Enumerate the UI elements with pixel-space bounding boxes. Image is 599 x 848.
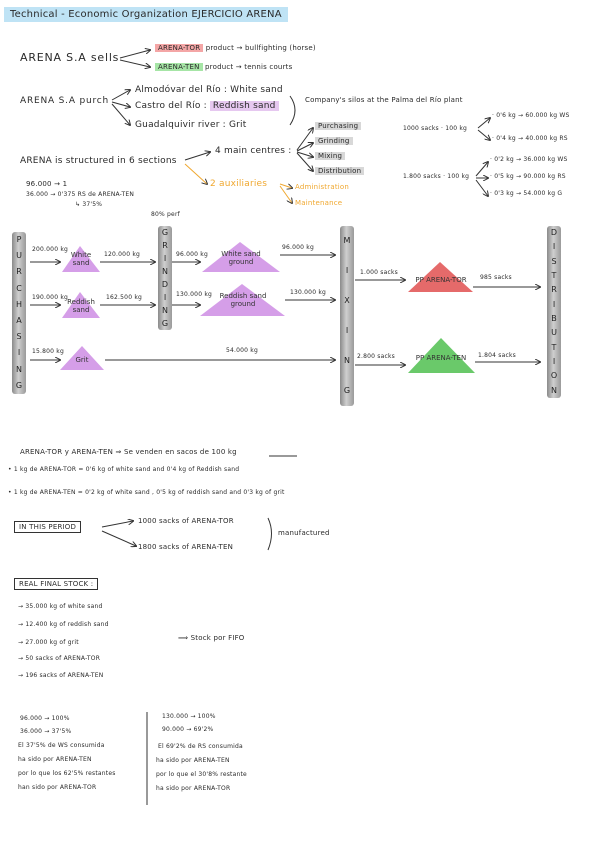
distribution-bar (547, 226, 561, 398)
purch-lead: ARENA S.A purch (20, 96, 110, 106)
ws-pile-label: White sand (70, 251, 92, 267)
grinding-letter: D (161, 279, 169, 289)
calc-line-3: ↳ 37'5% (75, 201, 103, 208)
arena-tor-label: ARENA-TOR (155, 44, 203, 52)
rs-calc-3: El 69'2% de RS consumida (158, 743, 243, 750)
stock-line-3: → 27.000 kg of grit (18, 639, 79, 646)
distribution-letter: I (552, 357, 556, 367)
rs-calc-1: 130.000 → 100% (162, 713, 216, 720)
wsg-pile-label: White sand ground (221, 250, 261, 266)
manufactured-label: manufactured (278, 529, 330, 537)
arena-ten-label: ARENA-TEN (155, 63, 203, 71)
rs-to-mixing: 130.000 kg (290, 289, 327, 296)
period-ten: 1800 sacks of ARENA-TEN (138, 543, 234, 551)
tor-ratio-rs: · 0'4 kg → 40.000 kg RS (492, 135, 568, 142)
mixing-bar (340, 226, 354, 406)
purchasing-letter: U (16, 251, 22, 261)
ws-to-mixing: 96.000 kg (282, 244, 314, 251)
purchasing-letter: A (16, 316, 22, 326)
tor-ratio-head: 1000 sacks · 100 kg (403, 125, 468, 132)
grinding-letter: I (163, 292, 167, 302)
distribution-letter: I (552, 242, 556, 252)
mixing-letter: N (344, 356, 350, 365)
stock-line-1: → 35.000 kg of white sand (18, 603, 103, 610)
grit-pile-label: Grit (75, 356, 89, 364)
distribution-letter: I (552, 299, 556, 309)
sells-lead: ARENA S.A sells (20, 51, 120, 64)
purchasing-letter: P (16, 235, 22, 245)
purch-line-3: Guadalquivir river : Grit (135, 120, 247, 130)
mixing-letter: I (345, 266, 349, 275)
distribution-letter: B (551, 314, 557, 324)
tor-ratio-ws: · 0'6 kg → 60.000 kg WS (492, 112, 570, 119)
mixing-letter: X (344, 296, 350, 305)
aux-administration: Administration (295, 183, 350, 191)
calc-line-1: 96.000 → 1 (26, 180, 68, 188)
ten-pile-label: PP ARENA-TEN (415, 354, 467, 362)
ten-ratio-g: · 0'3 kg → 54.000 kg G (490, 190, 563, 197)
tor-sacks-sold: 985 sacks (480, 274, 512, 281)
rs-to-grind: 162.500 kg (106, 294, 143, 301)
centre-mixing: Mixing (315, 152, 345, 160)
sells-tor: ARENA-TOR product → bullfighting (horse) (155, 44, 316, 52)
purchasing-letter: R (16, 267, 22, 277)
tor-pile-label: PP ARENA-TOR (415, 276, 467, 284)
stock-line-2: → 12.400 kg of reddish sand (18, 621, 109, 628)
distribution-letter: U (551, 328, 557, 338)
distribution-letter: D (550, 228, 558, 238)
mixing-letter: I (345, 326, 349, 335)
centre-purchasing: Purchasing (315, 122, 361, 130)
distribution-letter: S (551, 256, 557, 266)
purchasing-bar (12, 232, 26, 394)
rs-calc-6: ha sido por ARENA-TOR (156, 785, 231, 792)
mixing-letter: M (343, 236, 351, 245)
rs-calc-2: 90.000 → 69'2% (162, 726, 214, 733)
sells-arrows (120, 50, 150, 67)
stock-line-4: → 50 sacks of ARENA-TOR (18, 655, 101, 662)
grinding-letter: N (162, 266, 168, 276)
ws-calc-2: 36.000 → 37'5% (20, 728, 72, 735)
stock-line-5: → 196 sacks of ARENA-TEN (18, 672, 104, 679)
purchasing-letter: I (17, 348, 21, 358)
structure-arrows (185, 128, 313, 203)
grinding-letter: R (162, 240, 168, 250)
ten-ratio-ws: · 0'2 kg → 36.000 kg WS (490, 156, 568, 163)
structure-lead: ARENA is structured in 6 sections (20, 156, 177, 166)
period-tor: 1000 sacks of ARENA-TOR (138, 517, 234, 525)
sold-in-sacks: ARENA-TOR y ARENA-TEN ⇒ Se venden en sacos de 100 kg (20, 448, 237, 456)
aux-maintenance: Maintenance (295, 199, 343, 207)
flow-arrows (30, 255, 540, 365)
rs-ground-out: 130.000 kg (176, 291, 213, 298)
grit-to-mixing: 54.000 kg (226, 347, 258, 354)
ratio-arrows (476, 118, 490, 196)
distribution-letter: T (551, 271, 557, 281)
stock-box: REAL FINAL STOCK : (14, 580, 98, 588)
page-title: Technical - Economic Organization EJERCICIO ARENA (4, 9, 288, 21)
rs-purchased: 190.000 kg (32, 294, 69, 301)
tor-sacks-made: 1.000 sacks (360, 269, 398, 276)
rs-calc-5: por lo que el 30'8% restante (156, 771, 247, 778)
purchasing-letter: H (15, 299, 22, 309)
sells-ten: ARENA-TEN product → tennis courts (155, 63, 292, 71)
distribution-letter: R (551, 285, 557, 295)
ws-calc-1: 96.000 → 100% (20, 715, 70, 722)
ws-ground-out: 96.000 kg (176, 251, 208, 258)
distribution-letter: O (550, 371, 558, 381)
purch-line-2: Castro del Río : Reddish sand (135, 101, 279, 111)
purchasing-letter: G (15, 380, 23, 390)
grit-purchased: 15.800 kg (32, 348, 64, 355)
centre-distribution: Distribution (315, 167, 364, 175)
ws-calc-6: han sido por ARENA-TOR (18, 784, 97, 791)
ten-ratio-rs: · 0'5 kg → 90.000 kg RS (490, 173, 566, 180)
ten-ratio-head: 1.800 sacks · 100 kg (403, 173, 470, 180)
auxiliaries: 2 auxiliaries (210, 179, 268, 189)
ws-calc-3: El 37'5% de WS consumida (18, 742, 105, 749)
ws-calc-4: ha sido por ARENA-TEN (18, 756, 92, 763)
bullet-tor: • 1 kg de ARENA-TOR = 0'6 kg of white sand and 0'4 kg of Reddish sand (8, 466, 240, 473)
grinding-bar (158, 226, 172, 330)
bullet-ten: • 1 kg de ARENA-TEN = 0'2 kg of white sand , 0'5 kg of reddish sand and 0'3 kg of grit (8, 489, 285, 496)
main-centres: 4 main centres : (215, 146, 292, 156)
ws-to-grind: 120.000 kg (104, 251, 141, 258)
distribution-letter: N (551, 385, 557, 395)
calc-line-2: 36.000 → 0'375 RS de ARENA-TEN (26, 191, 135, 198)
distribution-letter: T (551, 342, 557, 352)
ws-purchased: 200.000 kg (32, 246, 69, 253)
rsg-pile-label: Reddish sand ground (219, 292, 267, 308)
ten-sacks-made: 2.800 sacks (357, 353, 395, 360)
purchasing-letter: C (16, 283, 22, 293)
silos-note: Company's silos at the Palma del Río plant (305, 96, 463, 104)
rs-calc-4: ha sido por ARENA-TEN (156, 757, 230, 764)
ten-sacks-sold: 1.804 sacks (478, 352, 516, 359)
grinding-letter: N (162, 305, 168, 315)
grinding-letter: G (161, 227, 169, 237)
centre-grinding: Grinding (315, 137, 353, 145)
purch-line-1: Almodóvar del Río : White sand (135, 85, 283, 95)
mixing-letter: G (343, 386, 351, 395)
purchasing-letter: S (16, 332, 22, 342)
grinding-letter: I (163, 253, 167, 263)
fifo-note: ⟹ Stock por FIFO (178, 634, 245, 642)
period-box: IN THIS PERIOD (14, 523, 81, 531)
grinding-letter: G (161, 318, 169, 328)
ws-calc-5: por lo que los 62'5% restantes (18, 770, 116, 777)
grind-performance: 80% perf (151, 211, 180, 218)
purchasing-letter: N (16, 364, 22, 374)
rs-pile-label: Reddish sand (67, 298, 95, 314)
